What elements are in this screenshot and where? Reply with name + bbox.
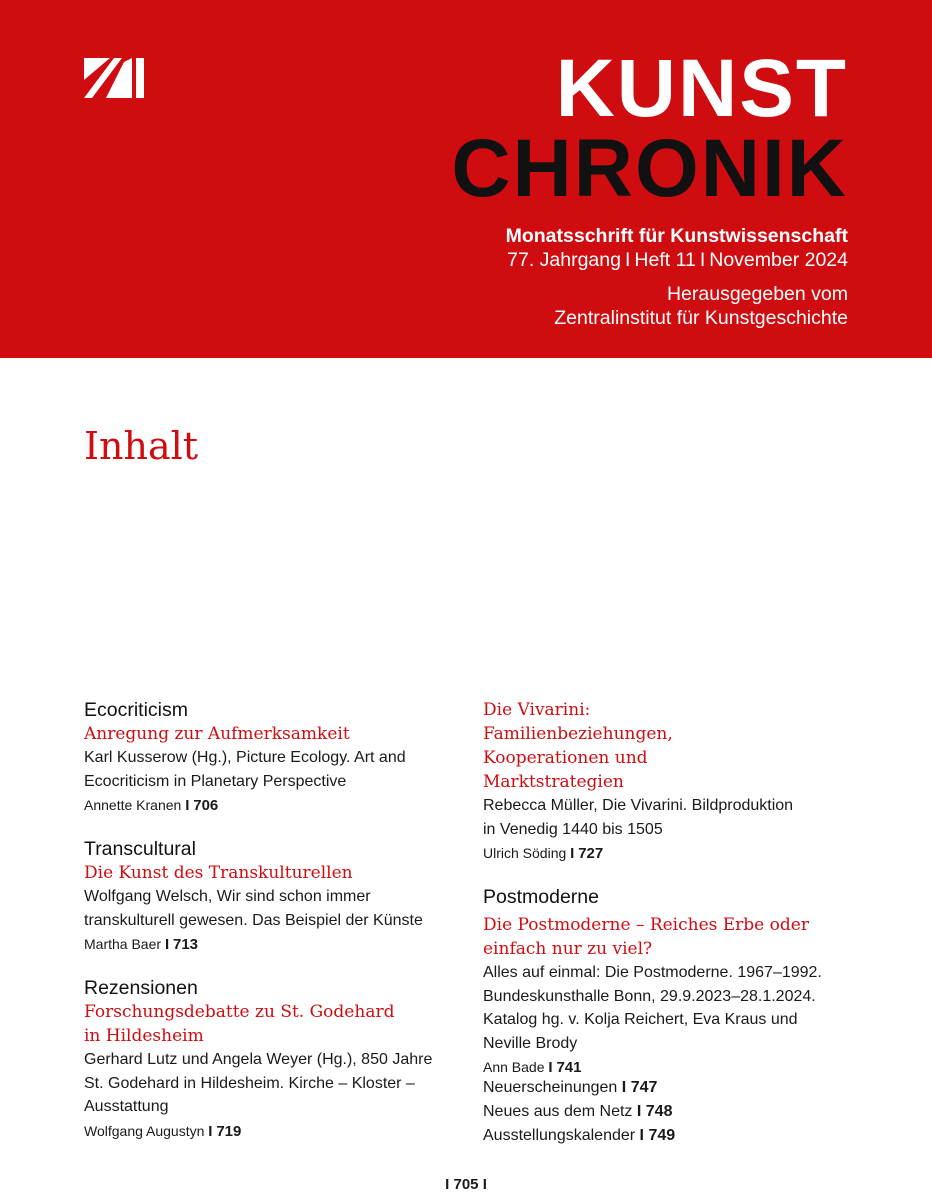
masthead xyxy=(248,43,848,214)
section-heading: Rezensionen xyxy=(84,977,198,999)
contents-title: Inhalt xyxy=(84,424,199,468)
contents-entry xyxy=(84,837,444,956)
publisher-line-1: Herausgegeben vom xyxy=(666,283,848,305)
issue-separator: I xyxy=(624,249,631,271)
article-description-line: transkulturell gewesen. Das Beispiel der Künste xyxy=(84,911,423,929)
contents-left-column xyxy=(84,698,444,1163)
article-description-line: Wolfgang Welsch, Wir sind schon immer xyxy=(84,888,371,905)
page-number: 719 xyxy=(216,1122,242,1140)
page-number: 706 xyxy=(193,797,219,814)
article-author xyxy=(483,842,863,865)
misc-contents-item xyxy=(483,1100,675,1124)
contents-entry xyxy=(84,976,444,1143)
section-heading: Ecocriticism xyxy=(84,699,189,721)
misc-label: Ausstellungskalender xyxy=(483,1127,636,1144)
section-heading: Transcultural xyxy=(84,838,196,860)
article-description-line: St. Godehard in Hildesheim. Kirche – Kloster – xyxy=(84,1074,415,1092)
author-name: Martha Baer xyxy=(84,936,162,952)
page-folio xyxy=(0,1176,932,1193)
article-description-line: Karl Kusserow (Hg.), Picture Ecology. Art and xyxy=(84,749,406,766)
page-separator: I xyxy=(636,1103,642,1120)
publisher-line-2: Zentralinstitut für Kunstgeschichte xyxy=(554,307,848,329)
page-separator: I xyxy=(208,1122,213,1140)
page-separator: I xyxy=(621,1079,627,1096)
misc-label: Neuerscheinungen xyxy=(483,1079,618,1096)
masthead-chronik: CHRONIK xyxy=(451,122,848,214)
article-title: Die Kunst des Transkulturellen xyxy=(84,863,353,883)
page-number: 749 xyxy=(648,1127,676,1144)
section-heading: Postmoderne xyxy=(483,886,599,908)
page-number: 727 xyxy=(578,845,604,862)
issue-volume: 77. Jahrgang xyxy=(507,249,621,271)
article-title: Die Vivarini: Familienbeziehungen, Kooperationen und Marktstrategien xyxy=(483,700,673,792)
article-author xyxy=(84,794,444,817)
issue-separator: I xyxy=(699,249,706,271)
article-description-line: Alles auf einmal: Die Postmoderne. 1967–1992. xyxy=(483,964,822,981)
issue-number: Heft 11 xyxy=(634,249,696,271)
author-name: Wolfgang Augustyn xyxy=(84,1122,205,1139)
author-name: Ann Bade xyxy=(483,1059,545,1075)
article-description-line: Neville Brody xyxy=(483,1034,578,1052)
subtitle: Monatsschrift für Kunstwissenschaft xyxy=(505,225,848,247)
article-title: Anregung zur Aufmerksamkeit xyxy=(84,724,350,744)
contents-entry xyxy=(84,698,444,817)
article-author xyxy=(84,933,444,956)
page-separator: I xyxy=(570,845,575,862)
folio-page-number: 705 xyxy=(453,1176,479,1193)
issue-date: November 2024 xyxy=(709,249,848,271)
article-title: Forschungsdebatte zu St. Godehard in Hildesheim xyxy=(84,1002,395,1046)
article-description-line: Katalog hg. v. Kolja Reichert, Eva Kraus und xyxy=(483,1011,798,1028)
contents-entry xyxy=(483,885,863,1079)
page-number: 741 xyxy=(556,1059,582,1076)
article-description-line: Bundeskunsthalle Bonn, 29.9.2023–28.1.2024. xyxy=(483,987,816,1005)
article-description-line: Ecocriticism in Planetary Perspective xyxy=(84,772,347,790)
zi-logo-icon xyxy=(84,58,144,98)
masthead-subtitle-block xyxy=(248,224,848,330)
page-separator: I xyxy=(639,1127,644,1144)
folio-separator: I xyxy=(482,1176,487,1193)
article-description-line: in Venedig 1440 bis 1505 xyxy=(483,820,663,838)
folio-separator: I xyxy=(445,1176,450,1193)
article-description-line: Gerhard Lutz und Angela Weyer (Hg.), 850 Jahre xyxy=(84,1051,433,1068)
contents-right-column xyxy=(483,698,863,1099)
misc-contents-list xyxy=(483,1076,675,1148)
page-number: 747 xyxy=(630,1079,658,1096)
author-name: Annette Kranen xyxy=(84,797,182,813)
misc-contents-item xyxy=(483,1124,675,1148)
page-separator: I xyxy=(164,936,170,953)
misc-contents-item xyxy=(483,1076,675,1100)
article-description-line: Rebecca Müller, Die Vivarini. Bildproduktion xyxy=(483,797,794,814)
issue-line xyxy=(248,248,848,272)
article-description-line: Ausstattung xyxy=(84,1098,169,1115)
misc-label: Neues aus dem Netz xyxy=(483,1103,633,1120)
author-name: Ulrich Söding xyxy=(483,845,567,861)
article-title: Die Postmoderne – Reiches Erbe oder einfach nur zu viel? xyxy=(483,915,809,959)
page-separator: I xyxy=(548,1059,553,1076)
cover-header xyxy=(0,0,932,358)
page-number: 713 xyxy=(173,936,199,953)
page-separator: I xyxy=(185,797,190,814)
page-number: 748 xyxy=(645,1103,673,1120)
article-author xyxy=(84,1120,444,1143)
masthead-kunst: KUNST xyxy=(555,43,848,134)
contents-entry xyxy=(483,698,863,865)
